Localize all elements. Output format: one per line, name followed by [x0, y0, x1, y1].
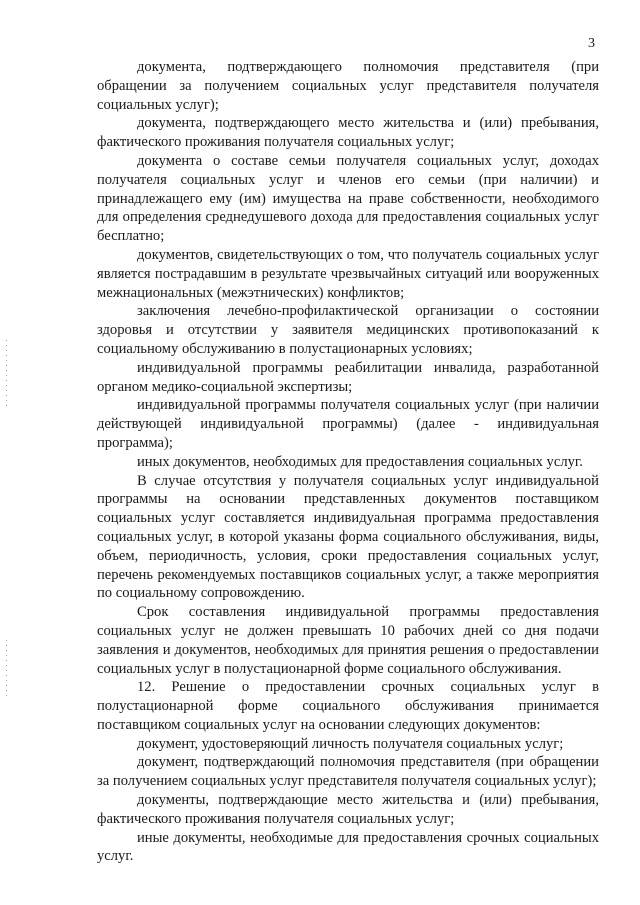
paragraph: 12. Решение о предоставлении срочных социальных услуг в полустационарной форме социального обслуживания принимается поставщиком социальных услуг на основании следующих документов:	[97, 679, 599, 733]
paragraph: индивидуальной программы реабилитации инвалида, разработанной органом медико-социальной экспертизы;	[97, 359, 599, 395]
paragraph: документов, свидетельствующих о том, что получатель социальных услуг является пострадавшим в результате чрезвычайных ситуаций или вооруженных межнациональных (межэтнических) конфликтов;	[97, 246, 599, 301]
paragraph: Срок составления индивидуальной программы предоставления социальных услуг не должен превышать 10 рабочих дней со дня подачи заявления и документов, необходимых для принятия решения о предоставлении социальных услуг в полустационарной форме социального обслуживания.	[97, 604, 599, 677]
paragraph: документа, подтверждающего полномочия представителя (при обращении за получением социальных услуг представителя получателя социальных услуг);	[97, 59, 599, 113]
paragraph: документа, подтверждающего место жительства и (или) пребывания, фактического проживания получателя социальных услуг;	[97, 115, 599, 151]
paragraph: документы, подтверждающие место жительства и (или) пребывания, фактического проживания получателя социальных услуг;	[97, 792, 599, 827]
scan-artifact	[6, 640, 7, 700]
paragraph: В случае отсутствия у получателя социальных услуг индивидуальной программы на основании представленных документов поставщиком социальных услуг составляется индивидуальная программа предоставления социальных услуг, в которой указаны форма социального обслуживания, виды, объем, периодичность, условия, сроки предоставления социальных услуг, перечень рекомендуемых поставщиков социальных услуг, а также мероприятия по социальному сопровождению.	[97, 472, 599, 602]
paragraph: документа о составе семьи получателя социальных услуг, доходах получателя социальных услуг и членов его семьи (при наличии) и принадлежащего ему (им) имущества на праве собственности, необходимого для определения среднедушевого дохода для предоставления социальных услуг бесплатно;	[97, 152, 599, 245]
paragraph: иных документов, необходимых для предоставления социальных услуг.	[137, 453, 583, 470]
paragraph: индивидуальной программы получателя социальных услуг (при наличии действующей индивидуальной программы) (далее - индивидуальная программа);	[97, 397, 599, 451]
paragraph: заключения лечебно-профилактической организации о состоянии здоровья и отсутствии у заявителя медицинских противопоказаний к социальному обслуживанию в полустационарных условиях;	[97, 303, 599, 357]
paragraph: иные документы, необходимые для предоставления срочных социальных услуг.	[97, 829, 599, 865]
page-number: 3	[588, 36, 595, 51]
scan-artifact	[6, 340, 7, 410]
paragraph: документ, подтверждающий полномочия представителя (при обращении за получением социальных услуг представителя получателя социальных услуг);	[97, 754, 599, 790]
paragraph: документ, удостоверяющий личность получателя социальных услуг;	[137, 735, 564, 752]
document-body	[97, 58, 599, 866]
